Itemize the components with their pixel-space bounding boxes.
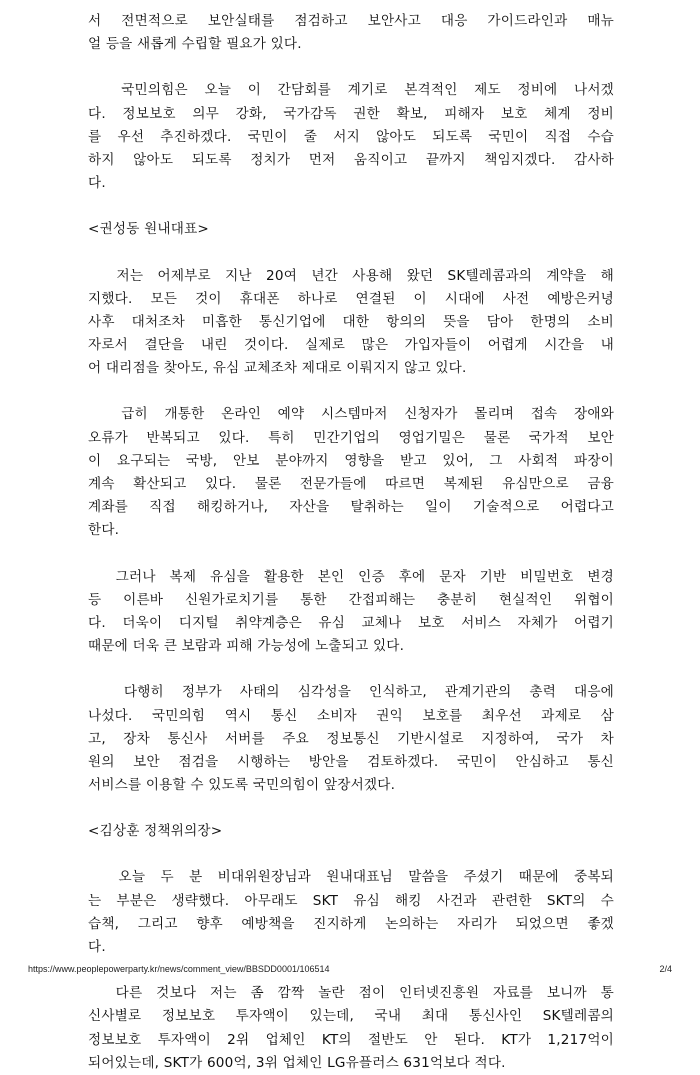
text-line: 신사별로 정보보호 투자액이 있는데, 국내 최대 통신사인 SK텔레콤의 xyxy=(88,1008,614,1025)
text-line: 한다. xyxy=(88,522,120,539)
text-line: 오늘 두 분 비대위원장님과 원내대표님 말씀을 주셨기 때문에 중복되 xyxy=(88,869,614,886)
text-line: 어 대리점을 찾아도, 유심 교체조차 제대로 이뤄지지 않고 있다. xyxy=(88,360,467,377)
paragraph xyxy=(88,566,614,659)
text-line: 습책, 그리고 향후 예방책을 진지하게 논의하는 자리가 되었으면 좋겠 xyxy=(88,915,614,932)
paragraph-gap xyxy=(88,380,614,403)
paragraph-gap xyxy=(88,543,614,566)
paragraph-gap xyxy=(88,658,614,681)
paragraph-gap xyxy=(88,195,614,218)
text-line: 서비스를 이용할 수 있도록 국민의힘이 앞장서겠다. xyxy=(88,777,396,794)
paragraph xyxy=(88,265,614,381)
text-line: 등 이른바 신원가로치기를 통한 간접피해는 충분히 현실적인 위협이 xyxy=(88,591,614,608)
text-line: 다행히 정부가 사태의 심각성을 인식하고, 관계기관의 총력 대응에 xyxy=(88,684,614,701)
text-line: 는 부분은 생략했다. 아무래도 SKT 유심 해킹 사건과 관련한 SKT의 수 xyxy=(88,892,614,909)
paragraph xyxy=(88,10,614,56)
text-line: 나섰다. 국민의힘 역시 통신 소비자 권익 보호를 최우선 과제로 삼 xyxy=(88,707,614,724)
text-line: 지했다. 모든 것이 휴대폰 하나로 연결된 이 시대에 사전 예방은커녕 xyxy=(88,290,614,307)
text-line: 다. xyxy=(88,175,106,192)
paragraph-gap xyxy=(88,843,614,866)
paragraph-gap xyxy=(88,56,614,79)
text-line: 정보보호 투자액이 2위 업체인 KT의 절반도 안 된다. KT가 1,217억이 xyxy=(88,1031,614,1048)
paragraph xyxy=(88,403,614,542)
text-line: 때문에 더욱 큰 보람과 피해 가능성에 노출되고 있다. xyxy=(88,638,405,655)
text-line: 서 전면적으로 보안실태를 점검하고 보안사고 대응 가이드라인과 매뉴 xyxy=(88,13,614,29)
text-line: 다. xyxy=(88,939,106,955)
paragraph-gap xyxy=(88,797,614,820)
text-line: 오류가 반복되고 있다. 특히 민간기업의 영업기밀은 물론 국가적 보안 xyxy=(88,429,614,446)
text-line: 이 요구되는 국방, 안보 분야까지 영향을 받고 있어, 그 사회적 파장이 xyxy=(88,452,614,469)
text-line: 원의 보안 점검을 시행하는 방안을 검토하겠다. 국민이 안심하고 통신 xyxy=(88,753,614,770)
text-line: 급히 개통한 온라인 예약 시스템마저 신청자가 몰리며 접속 장애와 xyxy=(88,406,614,423)
text-line: 저는 어제부로 지난 20여 년간 사용해 왔던 SK텔레콤과의 계약을 해 xyxy=(88,267,614,284)
paragraph xyxy=(88,982,614,1075)
speaker-heading xyxy=(88,218,614,241)
text-line: 고, 장차 통신사 서버를 주요 정보통신 기반시설로 지정하여, 국가 차 xyxy=(88,730,614,747)
text-line: 를 우선 추진하겠다. 국민이 줄 서지 않아도 되도록 국민이 직접 수습 xyxy=(88,128,614,145)
text-line: 다른 것보다 저는 좀 깜짝 놀란 점이 인터넷진흥원 자료를 보니까 통 xyxy=(88,985,614,1002)
paragraph xyxy=(88,866,614,959)
speaker-heading xyxy=(88,820,614,843)
text-line: <권성동 원내대표> xyxy=(88,221,210,238)
text-line: 사후 대처조차 미흡한 통신기업에 대한 항의의 뜻을 담아 한명의 소비 xyxy=(88,313,614,330)
paragraph-gap xyxy=(88,242,614,265)
text-line: 하지 않아도 되도록 정치가 먼저 움직이고 끝까지 책임지겠다. 감사하 xyxy=(88,151,614,168)
text-line: 국민의힘은 오늘 이 간담회를 계기로 본격적인 제도 정비에 나서겠 xyxy=(88,82,614,99)
text-line: 자로서 결단을 내린 것이다. 실제로 많은 가입자들이 어렵게 시간을 내 xyxy=(88,337,614,354)
paragraph xyxy=(88,79,614,195)
text-line: 계좌를 직접 해킹하거나, 자산을 탈취하는 일이 기술적으로 어렵다고 xyxy=(88,499,614,516)
footer-url: https://www.peoplepowerparty.kr/news/comment_view/BBSDD0001/106514 xyxy=(28,964,330,974)
text-line: 되어있는데, SKT가 600억, 3위 업체인 LG유플러스 631억보다 적다. xyxy=(88,1054,506,1071)
text-line: 얼 등을 새롭게 수립할 필요가 있다. xyxy=(88,36,302,53)
paragraph xyxy=(88,681,614,797)
text-line: <김상훈 정책위의장> xyxy=(88,823,223,840)
article-body xyxy=(88,10,614,1075)
text-line: 다. 정보보호 의무 강화, 국가감독 권한 확보, 피해자 보호 체계 정비 xyxy=(88,105,614,122)
footer-page-number: 2/4 xyxy=(659,964,672,974)
text-line: 그러나 복제 유심을 활용한 본인 인증 후에 문자 기반 비밀번호 변경 xyxy=(88,568,614,585)
text-line: 계속 확산되고 있다. 물론 전문가들에 따르면 복제된 유심만으로 금융 xyxy=(88,476,614,492)
text-line: 다. 더욱이 디지털 취약계층은 유심 교체나 보호 서비스 자체가 어렵기 xyxy=(88,614,614,631)
